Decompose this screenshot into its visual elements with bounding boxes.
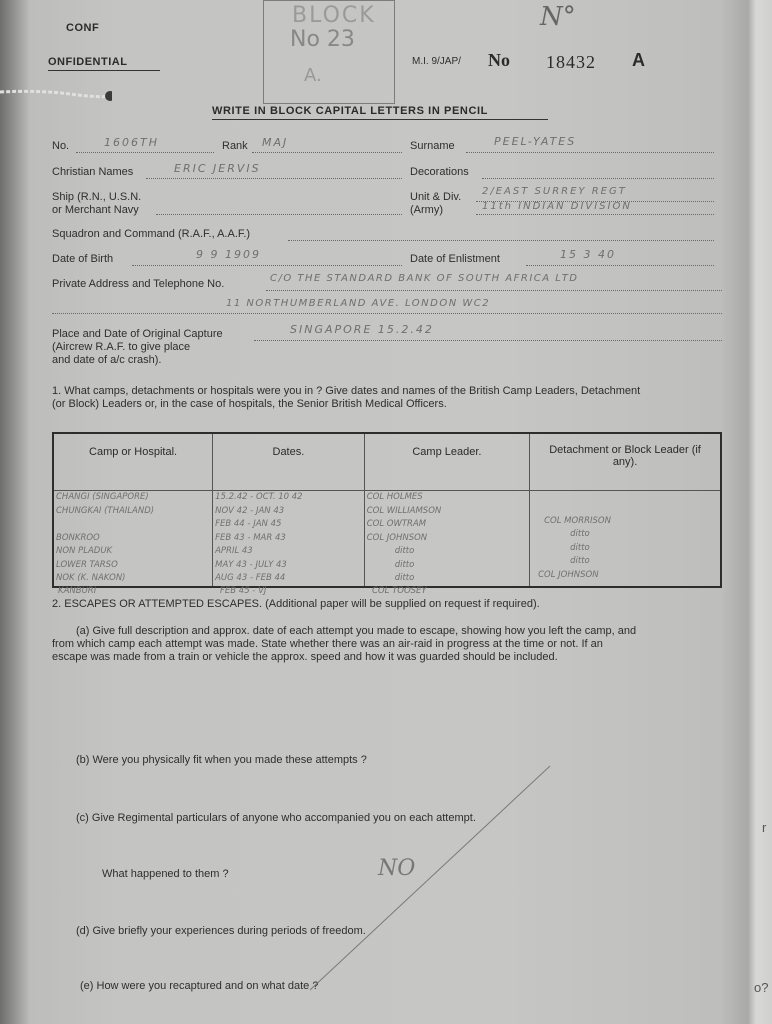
question-1-line-2: (or Block) Leaders or, in the case of hospitals, the Senior British Medical Officers. <box>52 398 447 410</box>
edge-mark-1: r <box>762 820 767 835</box>
list-item: ditto <box>570 556 590 566</box>
list-item: COL MORRISON <box>544 515 611 526</box>
below-table-dates: FEB 45 - VJ <box>220 586 267 596</box>
capture-value: SINGAPORE 15.2.42 <box>290 323 434 336</box>
list-item: NON PLADUK <box>56 546 113 556</box>
stamp-line-1: BLOCK <box>292 3 376 28</box>
squadron-label: Squadron and Command (R.A.F., A.A.F.) <box>52 228 251 240</box>
unit-label-2: (Army) <box>410 204 443 216</box>
below-table-camp: KANBURI <box>58 586 97 596</box>
detachment-column <box>530 491 721 587</box>
conf-label: CONF <box>66 22 100 34</box>
list-item <box>530 501 720 515</box>
list-item: ditto <box>570 542 590 553</box>
ship-label-2: or Merchant Navy <box>52 204 139 216</box>
question-2a-line-2: from which camp each attempt was made. State whether there was an air-raid in progress at the time or not. If an <box>52 638 603 650</box>
ship-label-1: Ship (R.N., U.S.N. <box>52 191 142 203</box>
handwritten-no: NO <box>378 856 416 881</box>
below-table-leader: COL TOOSEY <box>372 586 427 596</box>
list-item: ditto <box>394 546 415 556</box>
list-item: APRIL 43 <box>215 546 253 556</box>
handwritten-strike-line <box>300 760 560 1000</box>
rank-label: Rank <box>222 140 248 152</box>
block-stamp <box>263 0 395 104</box>
unit-value-1: 2/EAST SURREY REGT <box>482 186 627 197</box>
capture-label-1: Place and Date of Original Capture <box>52 328 223 340</box>
dob-label: Date of Birth <box>52 253 114 265</box>
list-item: FEB 44 - JAN 45 <box>215 519 282 529</box>
unit-label-1: Unit & Div. <box>410 191 462 203</box>
no-value: 1606TH <box>104 136 159 149</box>
list-item <box>54 518 212 532</box>
table-body-row <box>53 491 721 587</box>
list-item: ditto <box>394 573 415 583</box>
list-item: NOK (K. NAKON) <box>56 573 126 583</box>
confidential-label: ONFIDENTIAL <box>48 56 128 68</box>
list-item: CHANGI (SINGAPORE) <box>56 492 149 502</box>
list-item: COL JOHNSON <box>538 569 599 580</box>
list-item: FEB 43 - MAR 43 <box>215 532 286 543</box>
list-item: BONKROO <box>56 532 100 543</box>
list-item: AUG 43 - FEB 44 <box>215 573 286 583</box>
leader-column <box>364 491 529 587</box>
header-dates: Dates. <box>213 433 365 491</box>
address-value-1: C/O THE STANDARD BANK OF SOUTH AFRICA LTD <box>270 273 579 284</box>
no-label: No. <box>52 140 70 152</box>
list-item: COL WILLIAMSON <box>366 505 442 516</box>
question-2e: (e) How were you recaptured and on what date ? <box>80 980 319 992</box>
header-camp: Camp or Hospital. <box>53 433 213 491</box>
number-label: No <box>488 50 510 70</box>
decorations-label: Decorations <box>410 166 469 178</box>
header-detachment: Detachment or Block Leader (if any). <box>530 433 721 491</box>
stamp-line-3: A. <box>304 65 322 86</box>
question-2a-line-3: escape was made from a train or vehicle the approx. speed and how it was guarded should be included. <box>52 651 558 663</box>
camp-column <box>53 491 213 587</box>
list-item: 15.2.42 - OCT. 10 42 <box>215 492 303 502</box>
corner-handwritten-mark: N° <box>540 2 576 32</box>
question-2c-followup: What happened to them ? <box>102 868 229 880</box>
form-suffix: A <box>632 50 645 70</box>
pencil-instruction: WRITE IN BLOCK CAPITAL LETTERS IN PENCIL <box>212 105 488 117</box>
enlistment-value: 15 3 40 <box>560 248 616 261</box>
form-number: 18432 <box>546 52 596 72</box>
christian-names-value: ERIC JERVIS <box>174 162 261 175</box>
surname-value: PEEL-YATES <box>494 135 577 148</box>
list-item: LOWER TARSO <box>56 559 118 570</box>
question-2d: (d) Give briefly your experiences during periods of freedom. <box>76 925 366 937</box>
list-item: ditto <box>394 559 415 570</box>
list-item: ditto <box>570 529 590 539</box>
table-header-row <box>53 433 721 491</box>
question-1-line-1: 1. What camps, detachments or hospitals were you in ? Give dates and names of the British Camp Leaders, Detachment <box>52 385 641 397</box>
form-reference: M.I. 9/JAP/ <box>412 56 461 67</box>
unit-value-2: 11th INDIAN DIVISION <box>482 201 632 212</box>
address-value-2: 11 NORTHUMBERLAND AVE. LONDON WC2 <box>226 298 491 309</box>
stamp-line-2: No 23 <box>290 27 355 52</box>
surname-label: Surname <box>410 140 455 152</box>
list-item: COL JOHNSON <box>366 532 428 543</box>
camps-table <box>52 432 722 588</box>
list-item: COL HOLMES <box>366 492 423 502</box>
list-item: NOV 42 - JAN 43 <box>215 505 285 516</box>
capture-label-3: and date of a/c crash). <box>52 354 162 366</box>
address-label: Private Address and Telephone No. <box>52 278 225 290</box>
list-item: MAY 43 - JULY 43 <box>215 559 287 570</box>
rank-value: MAJ <box>262 136 289 149</box>
edge-mark-2: o? <box>754 980 769 995</box>
capture-label-2: (Aircrew R.A.F. to give place <box>52 341 191 353</box>
question-2-title: 2. ESCAPES OR ATTEMPTED ESCAPES. (Additional paper will be supplied on request if required). <box>52 598 540 610</box>
list-item: CHUNGKAI (THAILAND) <box>56 505 155 516</box>
question-2a-line-1: (a) Give full description and approx. date of each attempt you made to escape, showing how you left the camp, and <box>76 625 637 637</box>
dob-value: 9 9 1909 <box>196 248 261 261</box>
header-camp-leader: Camp Leader. <box>364 433 529 491</box>
question-2c: (c) Give Regimental particulars of anyone who accompanied you on each attempt. <box>76 812 476 824</box>
question-2b: (b) Were you physically fit when you made these attempts ? <box>76 754 367 766</box>
dates-column <box>213 491 365 587</box>
enlistment-label: Date of Enlistment <box>410 253 500 265</box>
string-tie <box>0 86 112 102</box>
christian-names-label: Christian Names <box>52 166 134 178</box>
list-item: COL OWTRAM <box>366 519 427 529</box>
